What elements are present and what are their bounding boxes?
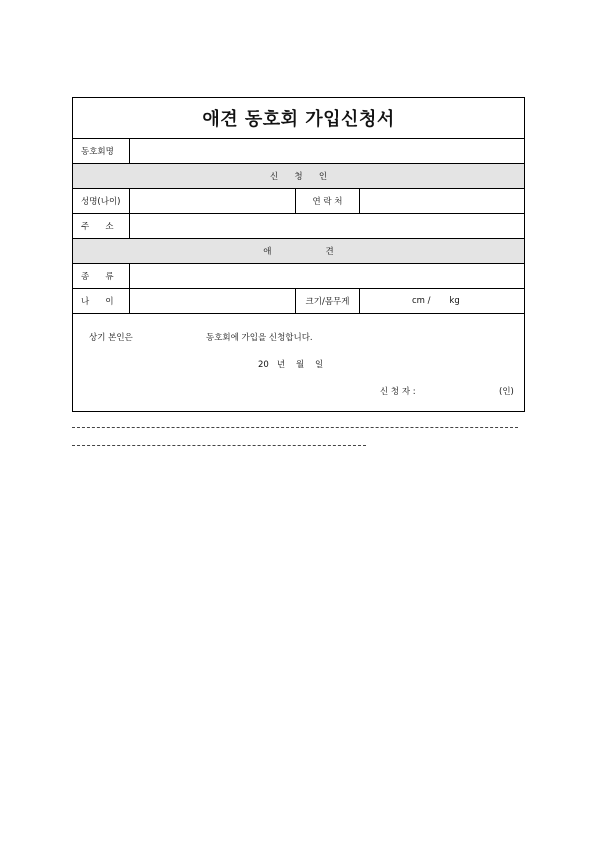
size-weight-field[interactable]: cm / kg xyxy=(360,289,525,314)
name-age-field[interactable] xyxy=(130,189,296,214)
dashed-divider-1 xyxy=(72,427,518,428)
address-field[interactable] xyxy=(130,214,525,239)
form-title: 애견 동호회 가입신청서 xyxy=(73,98,525,139)
dog-section-header: 애 견 xyxy=(73,239,525,264)
applicant-section-header: 신 청 인 xyxy=(73,164,525,189)
statement-left-text: 상기 본인은 xyxy=(89,333,133,343)
name-age-label: 성명(나이) xyxy=(73,189,130,214)
club-name-label: 동호회명 xyxy=(73,139,130,164)
address-label: 주 소 xyxy=(73,214,130,239)
dashed-divider-2 xyxy=(72,445,366,446)
statement-area xyxy=(73,314,525,412)
club-name-field[interactable] xyxy=(130,139,525,164)
breed-label: 종 류 xyxy=(73,264,130,289)
contact-label: 연 락 처 xyxy=(296,189,360,214)
dog-age-label: 나 이 xyxy=(73,289,130,314)
application-form-table xyxy=(72,97,525,412)
contact-field[interactable] xyxy=(360,189,525,214)
seal-mark: (인) xyxy=(499,387,514,397)
applicant-sign-label: 신 청 자 : xyxy=(380,387,416,397)
date-line: 20 년 월 일 xyxy=(258,360,324,370)
size-weight-label: 크기/몸무게 xyxy=(296,289,360,314)
breed-field[interactable] xyxy=(130,264,525,289)
dog-age-field[interactable] xyxy=(130,289,296,314)
statement-right-text: 동호회에 가입을 신청합니다. xyxy=(206,333,313,343)
